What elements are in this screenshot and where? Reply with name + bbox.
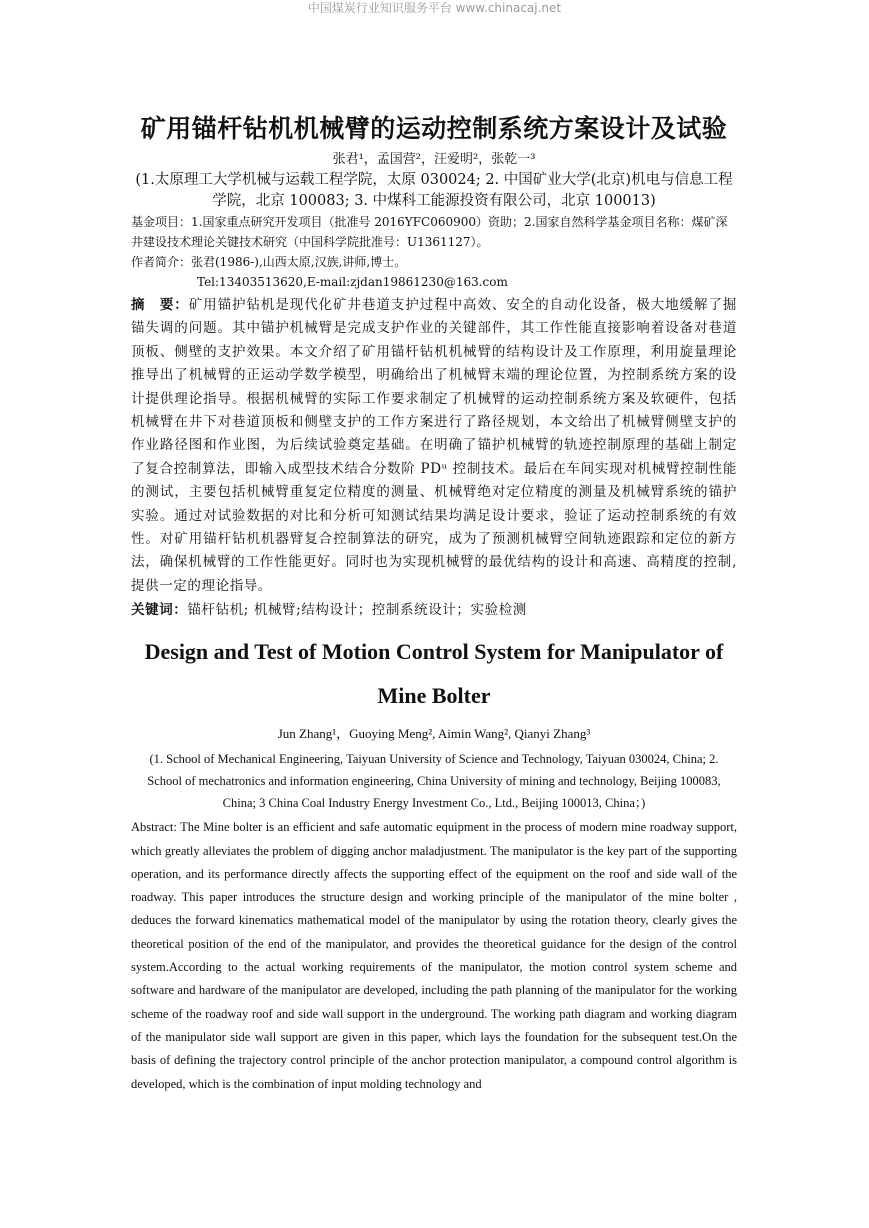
english-abstract: Abstract: The Mine bolter is an efficient and safe automatic equipment in the process of modern mine roadway support, which greatly alleviates the problem of digging anchor maladjustment. The manipulator is the key part of the supporting operation, and its performance directly affects the supporting effect of the equipment on the roof and side wall of the roadway. This paper introduces the structure design and working principle of the manipulator of the mine bolter , deduces the forward kinematics mathematical model of the manipulator by using the rotation theory, clearly gives the theoretical position of the end of the manipulator, and provides the theoretical guidance for the design of the control system.According to the actual working requirements of the manipulator, the motion control system scheme and software and hardware of the manipulator are developed, including the path planning of the manipulator for the working scheme of the roadway roof and side wall support in the underground. The working path diagram and working diagram of the manipulator side wall support are given in this paper, which lays the foundation for the subsequent test.On the basis of defining the trajectory control principle of the anchor protection manipulator, a compound control algorithm is developed, which is the combination of input molding technology and [131,820,737,1091]
funding-note: 基金项目：1.国家重点研究开发项目（批准号 2016YFC060900）资助；2.国家自然科学基金项目名称：煤矿深井建设技术理论关键技术研究（中国科学院批准号：U1361127）。 [131,215,728,249]
english-title-line-1: Design and Test of Motion Control System for Manipulator of [144,639,724,665]
chinese-abstract-text: 矿用锚护钻机是现代化矿井巷道支护过程中高效、安全的自动化设备，极大地缓解了掘锚失调的问题。其中锚护机械臂是完成支护作业的关键部件，其工作性能直接影响着设备对巷道顶板、侧壁的支护效果。本文介绍了矿用锚杆钻机机械臂的结构设计及工作原理，利用旋量理论推导出了机械臂的正运动学数学模型，明确给出了机械臂末端的理论位置，为控制系统方案的设计提供理论指导。根据机械臂的实际工作要求制定了机械臂的运动控制系统方案及软硬件，包括机械臂在井下对巷道顶板和侧壁支护的工作方案进行了路径规划，本文给出了机械臂侧壁支护的作业路径图和作业图，为后续试验奠定基础。在明确了锚护机械臂的轨迹控制原理的基础上制定了复合控制算法，即输入成型技术结合分数阶 PDᵘ 控制技术。最后在车间实现对机械臂控制性能的测试，主要包括机械臂重复定位精度的测量、机械臂绝对定位精度的测量及机械臂系统的锚护实验。通过对试验数据的对比和分析可知测试结果均满足设计要求，验证了运动控制系统的有效性。对矿用锚杆钻机机器臂复合控制算法的研究，成为了预测机械臂空间轨迹跟踪和定位的新方法，确保机械臂的工作性能更好。同时也为实现机械臂的最优结构的设计和高速、高精度的控制,提供一定的理论指导。 [131,297,737,594]
chinese-title: 矿用锚杆钻机机械臂的运动控制系统方案设计及试验 [140,114,728,143]
english-authors: Jun Zhang¹，Guoying Meng², Aimin Wang², Qianyi Zhang³ [277,726,591,742]
english-title-line-2: Mine Bolter [377,683,491,709]
chinese-affiliation: (1.太原理工大学机械与运载工程学院，太原 030024; 2. 中国矿业大学(北京)机电与信息工程学院，北京 100083; 3. 中煤科工能源投资有限公司，北京 100013) [135,172,733,209]
author-contact: Tel:13403513620,E-mail:zjdan19861230@163.com [197,275,508,289]
chinese-abstract [131,294,737,598]
english-affiliation: (1. School of Mechanical Engineering, Taiyuan University of Science and Technology, Taiyuan 030024, China; 2. School of mechatronics and information engineering, China University of mining and technology, Beijing 100083, China; 3 China Coal Industry Energy Investment Co., Ltd., Beijing 100013, China；) [147,752,721,811]
author-bio: 作者简介：张君(1986-),山西太原,汉族,讲师,博士。 [131,255,407,269]
watermark: 中国煤炭行业知识服务平台 www.chinacaj.net [307,1,562,15]
english-title [131,630,737,718]
chinese-keywords [131,598,737,622]
chinese-keywords-label: 关键词： [131,602,188,619]
paper-page [131,112,737,1096]
chinese-authors: 张君¹，孟国营²，汪爱明²，张乾一³ [332,152,536,167]
chinese-keywords-text: 锚杆钻机; 机械臂;结构设计；控制系统设计；实验检测 [187,602,527,619]
chinese-abstract-label: 摘 要： [131,297,189,313]
